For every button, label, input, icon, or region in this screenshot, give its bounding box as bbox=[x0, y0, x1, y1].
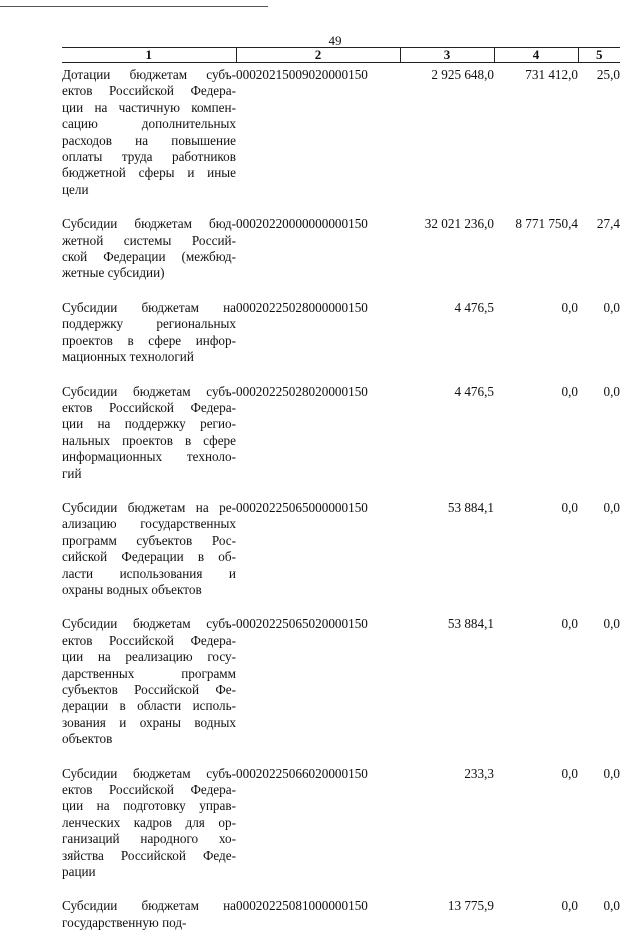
row-code: 00020225081000000150 bbox=[236, 894, 400, 931]
row-name-line: программ субъектов Рос- bbox=[62, 533, 236, 549]
table-row bbox=[62, 762, 620, 895]
row-name-line: дерации в области исполь- bbox=[62, 698, 236, 714]
row-name-line: ской Федерации (межбюд- bbox=[62, 249, 236, 265]
row-value-col5: 0,0 bbox=[578, 496, 620, 612]
row-name-line: дарственных программ bbox=[62, 666, 236, 682]
col-header-3: 3 bbox=[400, 48, 494, 63]
row-name-line: Субсидии бюджетам на bbox=[62, 300, 236, 316]
row-name-line: расходов на повышение bbox=[62, 133, 236, 149]
row-name-line: ганизаций народного хо- bbox=[62, 831, 236, 847]
row-name-line: рации bbox=[62, 864, 236, 880]
row-value-col5: 0,0 bbox=[578, 612, 620, 761]
row-value-col4: 0,0 bbox=[494, 496, 578, 612]
row-name-line: гий bbox=[62, 466, 236, 482]
row-name bbox=[62, 380, 236, 496]
row-name-line: зяйства Российской Феде- bbox=[62, 848, 236, 864]
row-code: 00020225066020000150 bbox=[236, 762, 400, 895]
row-name bbox=[62, 212, 236, 296]
row-name-line: субъектов Российской Фе- bbox=[62, 682, 236, 698]
table-row bbox=[62, 63, 620, 213]
row-value-col3: 2 925 648,0 bbox=[400, 63, 494, 213]
row-value-col4: 0,0 bbox=[494, 894, 578, 931]
col-header-1: 1 bbox=[62, 48, 236, 63]
row-value-col4: 0,0 bbox=[494, 296, 578, 380]
row-name-line: ции на подготовку управ- bbox=[62, 798, 236, 814]
row-name bbox=[62, 63, 236, 213]
row-name-line: ции на поддержку регио- bbox=[62, 416, 236, 432]
row-name bbox=[62, 496, 236, 612]
row-name-line: бюджетной сферы и иные bbox=[62, 165, 236, 181]
row-name-line: мационных технологий bbox=[62, 349, 236, 365]
row-value-col4: 731 412,0 bbox=[494, 63, 578, 213]
row-name-line: Субсидии бюджетам бюд- bbox=[62, 216, 236, 232]
row-name-line: Субсидии бюджетам субъ- bbox=[62, 766, 236, 782]
row-name-line: охраны водных объектов bbox=[62, 582, 236, 598]
row-value-col3: 53 884,1 bbox=[400, 496, 494, 612]
row-name-line: Субсидии бюджетам субъ- bbox=[62, 384, 236, 400]
row-name-line: государственную под- bbox=[62, 915, 236, 931]
row-code: 00020225028020000150 bbox=[236, 380, 400, 496]
row-name-line: жетные субсидии) bbox=[62, 265, 236, 281]
row-value-col3: 233,3 bbox=[400, 762, 494, 895]
row-name-line: ектов Российской Федера- bbox=[62, 633, 236, 649]
row-name-line: Субсидии бюджетам субъ- bbox=[62, 616, 236, 632]
row-name-line: Дотации бюджетам субъ- bbox=[62, 67, 236, 83]
row-value-col5: 27,4 bbox=[578, 212, 620, 296]
row-value-col4: 0,0 bbox=[494, 762, 578, 895]
row-code: 00020225065000000150 bbox=[236, 496, 400, 612]
row-name-line: объектов bbox=[62, 731, 236, 747]
row-name-line: поддержку региональных bbox=[62, 316, 236, 332]
row-value-col3: 13 775,9 bbox=[400, 894, 494, 931]
row-name-line: оплаты труда работников bbox=[62, 149, 236, 165]
row-value-col3: 4 476,5 bbox=[400, 380, 494, 496]
row-code: 00020215009020000150 bbox=[236, 63, 400, 213]
row-name-line: информационных техноло- bbox=[62, 449, 236, 465]
row-name-line: ленческих кадров для ор- bbox=[62, 815, 236, 831]
row-name-line: нальных проектов в сфере bbox=[62, 433, 236, 449]
row-name-line: ектов Российской Федера- bbox=[62, 400, 236, 416]
row-value-col5: 0,0 bbox=[578, 894, 620, 931]
row-name-line: ласти использования и bbox=[62, 566, 236, 582]
table-row bbox=[62, 894, 620, 931]
row-name bbox=[62, 612, 236, 761]
row-name-line: ектов Российской Федера- bbox=[62, 782, 236, 798]
row-code: 00020225065020000150 bbox=[236, 612, 400, 761]
row-code: 00020225028000000150 bbox=[236, 296, 400, 380]
row-value-col5: 0,0 bbox=[578, 296, 620, 380]
row-name-line: ектов Российской Федера- bbox=[62, 83, 236, 99]
col-header-5: 5 bbox=[578, 48, 620, 63]
row-value-col3: 4 476,5 bbox=[400, 296, 494, 380]
row-value-col4: 0,0 bbox=[494, 380, 578, 496]
top-rule bbox=[0, 6, 268, 7]
row-value-col5: 0,0 bbox=[578, 380, 620, 496]
row-name-line: Субсидии бюджетам на ре- bbox=[62, 500, 236, 516]
row-name-line: проектов в сфере инфор- bbox=[62, 333, 236, 349]
row-name-line: цели bbox=[62, 182, 236, 198]
row-value-col5: 0,0 bbox=[578, 762, 620, 895]
row-name-line: Субсидии бюджетам на bbox=[62, 898, 236, 914]
row-name-line: ализацию государственных bbox=[62, 516, 236, 532]
row-name bbox=[62, 894, 236, 931]
row-value-col3: 32 021 236,0 bbox=[400, 212, 494, 296]
page-number: 49 bbox=[300, 33, 370, 49]
row-name-line: сацию дополнительных bbox=[62, 116, 236, 132]
row-name-line: сийской Федерации в об- bbox=[62, 549, 236, 565]
budget-table bbox=[62, 47, 620, 931]
row-name-line: жетной системы Россий- bbox=[62, 233, 236, 249]
row-value-col5: 25,0 bbox=[578, 63, 620, 213]
table-row bbox=[62, 612, 620, 761]
col-header-2: 2 bbox=[236, 48, 400, 63]
row-name-line: ции на частичную компен- bbox=[62, 100, 236, 116]
row-value-col4: 0,0 bbox=[494, 612, 578, 761]
row-name bbox=[62, 296, 236, 380]
table-row bbox=[62, 296, 620, 380]
row-value-col4: 8 771 750,4 bbox=[494, 212, 578, 296]
header-row bbox=[62, 48, 620, 63]
col-header-4: 4 bbox=[494, 48, 578, 63]
row-name-line: зования и охраны водных bbox=[62, 715, 236, 731]
table-row bbox=[62, 212, 620, 296]
row-code: 00020220000000000150 bbox=[236, 212, 400, 296]
table-row bbox=[62, 496, 620, 612]
row-value-col3: 53 884,1 bbox=[400, 612, 494, 761]
row-name bbox=[62, 762, 236, 895]
table-body bbox=[62, 63, 620, 931]
table-row bbox=[62, 380, 620, 496]
row-name-line: ции на реализацию госу- bbox=[62, 649, 236, 665]
